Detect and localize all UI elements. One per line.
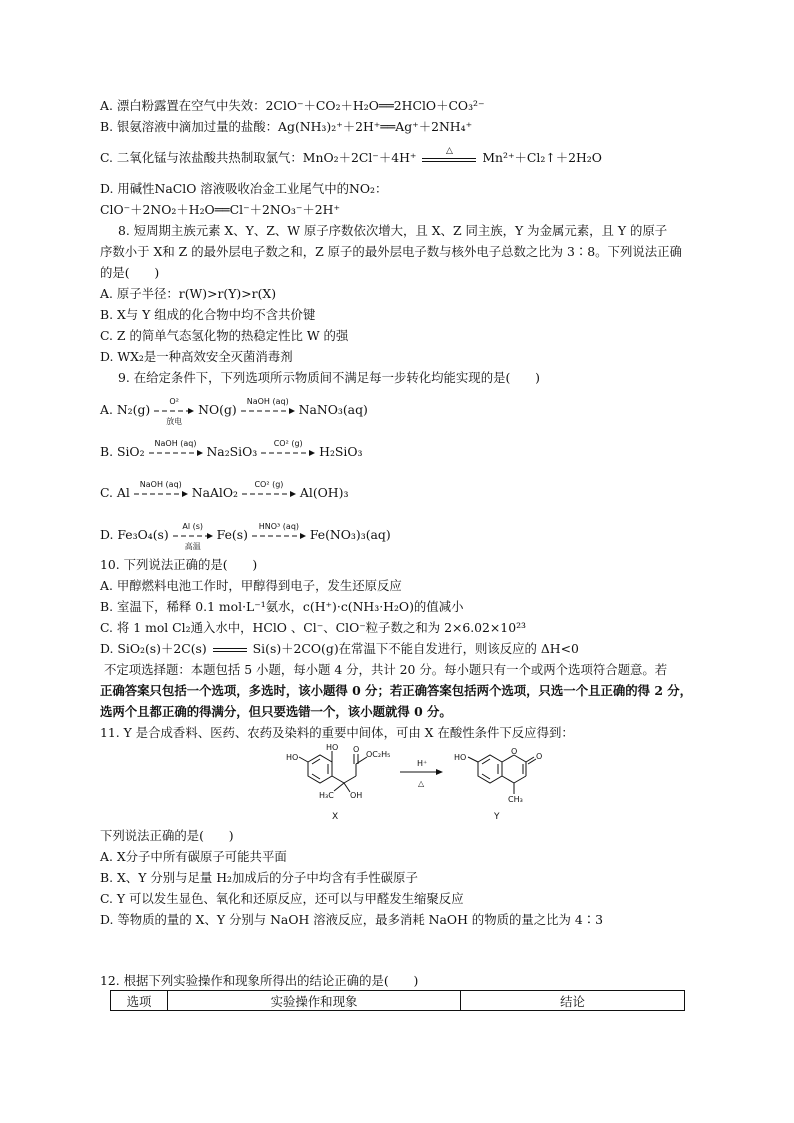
q9-option-b [100,438,363,460]
molecule-y-label: Y [494,812,500,822]
q9-stem: 9. 在给定条件下，下列选项所示物质间不满足每一步转化均能实现的是( ) [118,370,540,385]
q9-option-d [100,521,391,551]
molecule-x-structure [299,751,367,792]
arrow-heat-label: △ [418,779,425,788]
reaction-arrow-icon [134,479,188,501]
q9-c-end: Al(OH)₃ [299,485,349,500]
q11-question: 下列说法正确的是( ) [100,828,234,843]
section-instructions-line3: 选两个且都正确的得满分，但只要选错一个，该小题就得 0 分。 [100,704,452,719]
q10-option-c: C. 将 1 mol Cl₂通入水中，HClO 、Cl⁻、ClO⁻粒子数之和为 2×6.02×10²³ [100,620,527,635]
q7-option-b: B. 银氨溶液中滴加过量的盐酸：Ag(NH₃)₂⁺＋2H⁺══Ag⁺＋2NH₄⁺ [100,119,473,134]
arrow-condition-bottom: 高温 [184,541,201,551]
q7-option-a: A. 漂白粉露置在空气中失效：2ClO⁻＋CO₂＋H₂O══2HClO＋CO₃²⁻ [100,98,485,113]
q9-d-end: Fe(NO₃)₃(aq) [309,527,391,542]
q7-option-c [100,145,602,166]
molecule-y-structure [468,755,536,794]
arrow-condition-top: O² [169,396,179,406]
heating-equals-sign [420,145,478,166]
table-header-operation: 实验操作和现象 [168,991,461,1011]
q7-option-c-left: C. 二氧化锰与浓盐酸共热制取氯气：MnO₂＋2Cl⁻＋4H⁺ [100,150,417,165]
arrow-condition-top: Al (s) [182,521,204,531]
reaction-arrow-icon [252,521,306,543]
q11-stem: 11. Y 是合成香料、医药、农药及染料的重要中间体，可由 X 在酸性条件下反应得到： [100,725,574,740]
q9-b-start: B. SiO₂ [100,444,145,459]
arrow-condition-top: NaOH (aq) [246,396,289,406]
table-header-option: 选项 [111,991,168,1011]
q9-c-start: C. Al [100,485,130,500]
q9-option-c [100,479,349,501]
x-oh-label: OH [350,791,363,800]
reaction-arrow-icon [173,521,213,551]
table-header-row [111,991,685,1011]
reaction-arrow-icon [261,438,315,460]
q10-option-b: B. 室温下，稀释 0.1 mol·L⁻¹氨水，c(H⁺)·c(NH₃·H₂O)的值减小 [100,599,464,614]
q9-b-mid: Na₂SiO₃ [206,444,258,459]
q8-option-c: C. Z 的简单气态氢化物的热稳定性比 W 的强 [100,328,349,343]
q9-d-start: D. Fe₃O₄(s) [100,527,169,542]
arrow-condition-top: NaOH (aq) [139,479,182,489]
q11-option-a: A. X分子中所有碳原子可能共平面 [100,849,287,864]
q11-option-d: D. 等物质的量的 X、Y 分别与 NaOH 溶液反应，最多消耗 NaOH 的物质的量之比为 4∶3 [100,912,604,927]
q9-option-a [100,396,368,426]
section-instructions-line1 [104,662,667,678]
q10-d-right: Si(s)＋2CO(g)在常温下不能自发进行，则该反应的 ΔH<0 [252,641,579,656]
y-ch3-label: CH₃ [508,795,523,804]
reaction-arrow-icon [149,438,203,460]
x-h3c-label: H₃C [319,791,334,800]
x-ho-top-label: HO [326,743,339,752]
reaction-arrow-icon [400,769,443,775]
arrow-condition-top: CO² (g) [273,438,303,448]
q8-stem-line2: 序数小于 X和 Z 的最外层电子数之和，Z 原子的最外层电子数与核外电子总数之比为 3∶8。下列说法正确 [100,244,682,259]
q12-stem: 12. 根据下列实验操作和现象所得出的结论正确的是( ) [100,973,419,988]
y-ring-o-label: O [511,747,518,756]
reaction-arrow-icon [154,396,194,426]
table-header-conclusion: 结论 [461,991,685,1011]
q8-stem-line3: 的是( ) [100,265,160,280]
q10-option-a: A. 甲醇燃料电池工作时，甲醇得到电子，发生还原反应 [100,578,402,593]
arrow-condition-top: HNO³ (aq) [258,521,300,531]
instructions-text-1: 不定项选择题：本题包括 5 小题，每小题 4 分，共计 20 分。每小题只有一个或两个选项符合题意。若 [104,662,668,677]
q11-option-b: B. X、Y 分别与足量 H₂加成后的分子中均含有手性碳原子 [100,870,418,885]
reaction-arrow-icon [242,479,296,501]
q10-option-d [100,641,579,657]
arrow-condition-top: CO² (g) [254,479,284,489]
arrow-condition-top: NaOH (aq) [154,438,197,448]
q7-option-c-right: Mn²⁺＋Cl₂↑＋2H₂O [482,150,602,165]
reaction-scheme-diagram [270,742,570,824]
q7-option-d-line2: ClO⁻＋2NO₂＋H₂O══Cl⁻＋2NO₃⁻＋2H⁺ [100,202,341,217]
x-o-label: O [353,745,360,754]
reaction-arrow-icon [241,396,295,418]
heating-condition: △ [445,145,453,156]
q9-a-start: A. N₂(g) [100,402,151,417]
arrow-condition-bottom: 放电 [166,416,183,426]
q8-option-d: D. WX₂是一种高效安全灭菌消毒剂 [100,349,293,364]
equals-sign [211,645,249,655]
q9-a-end: NaNO₃(aq) [298,402,368,417]
section-instructions-line2: 正确答案只包括一个选项，多选时，该小题得 0 分；若正确答案包括两个选项，只选一个且正确的得 2 分， [100,683,693,698]
q8-stem-line1: 8. 短周期主族元素 X、Y、Z、W 原子序数依次增大，且 X、Z 同主族，Y 为金属元素，且 Y 的原子 [118,223,668,238]
q9-b-end: H₂SiO₃ [319,444,363,459]
q10-stem: 10. 下列说法正确的是( ) [100,557,258,572]
x-ho-label: HO [286,753,299,762]
q7-option-d-line1: D. 用碱性NaClO 溶液吸收冶金工业尾气中的NO₂： [100,181,388,196]
q8-option-a: A. 原子半径：r(W)>r(Y)>r(X) [100,286,277,301]
q12-table [110,990,685,1011]
y-ho-label: HO [454,753,467,762]
molecule-x-label: X [332,812,339,822]
arrow-acid-label: H⁺ [417,759,428,768]
x-oc2h5-label: OC₂H₅ [366,750,391,759]
q9-a-mid: NO(g) [198,402,237,417]
q10-d-left: D. SiO₂(s)＋2C(s) [100,641,207,656]
q8-option-b: B. X与 Y 组成的化合物中均不含共价键 [100,307,316,322]
q9-d-mid: Fe(s) [216,527,248,542]
q9-c-mid: NaAlO₂ [191,485,238,500]
q11-option-c: C. Y 可以发生显色、氧化和还原反应，还可以与甲醛发生缩聚反应 [100,891,464,906]
y-carbonyl-o-label: O [536,752,543,761]
